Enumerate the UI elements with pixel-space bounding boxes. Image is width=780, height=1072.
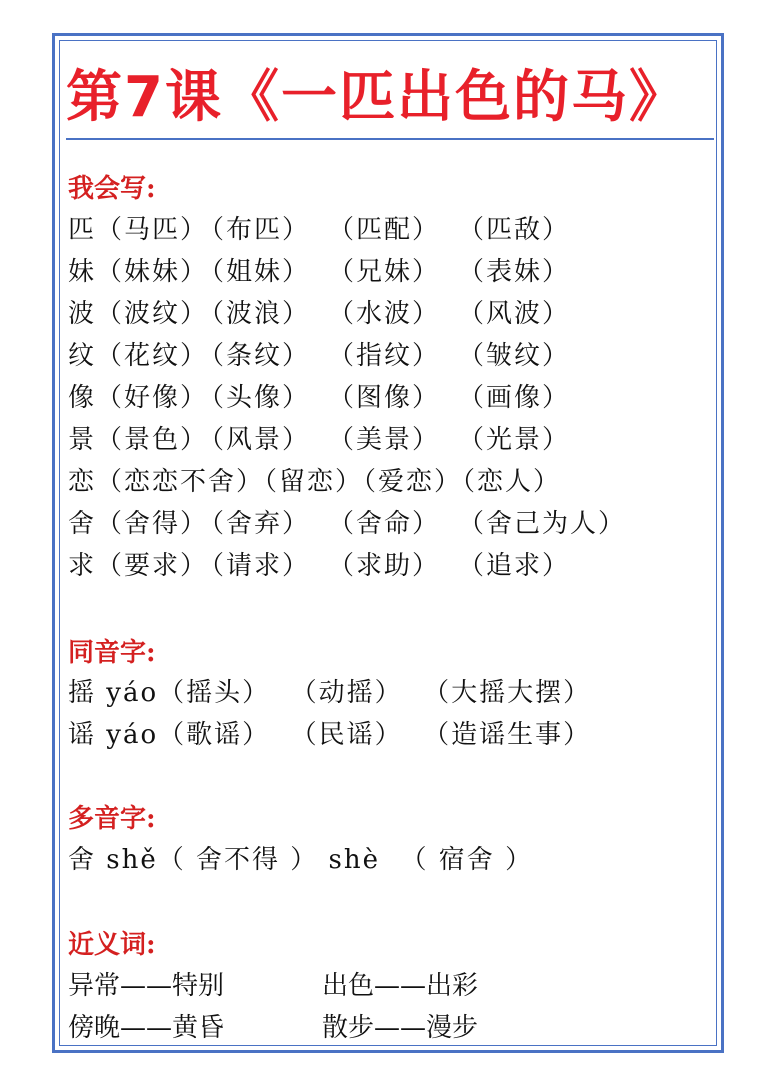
write-cell: （风波） <box>458 299 571 329</box>
write-cell: （画像） <box>458 383 571 413</box>
write-row <box>68 549 570 583</box>
write-cell: （皱纹） <box>458 341 571 371</box>
write-cell: 妹（妹妹） <box>68 257 209 287</box>
write-cell: （图像） <box>328 383 441 413</box>
write-cell: （舍弃） <box>198 509 311 539</box>
write-cell: （风景） <box>198 425 311 455</box>
write-cell: （波浪） <box>198 299 311 329</box>
polyphone-heading: 多音字: <box>68 804 156 834</box>
write-cell: 纹（花纹） <box>68 341 209 371</box>
write-cell: （追求） <box>458 551 571 581</box>
write-cell: （请求） <box>198 551 311 581</box>
write-cell: （指纹） <box>328 341 441 371</box>
write-cell: （兄妹） <box>328 257 441 287</box>
synonym-pair: 异常——特别 <box>68 971 225 1001</box>
synonym-row <box>68 1011 478 1045</box>
write-cell: （姐妹） <box>198 257 311 287</box>
write-row <box>68 339 570 373</box>
write-cell: （表妹） <box>458 257 571 287</box>
write-cell: （头像） <box>198 383 311 413</box>
write-cell: 恋（恋恋不舍）（留恋）（爱恋）（恋人） <box>68 467 562 497</box>
write-cell: 舍（舍得） <box>68 509 209 539</box>
homophone-row: 摇 yáo（摇头） （动摇） （大摇大摆） <box>68 678 592 708</box>
synonym-row <box>68 969 478 1003</box>
write-row <box>68 381 570 415</box>
write-cell: （求助） <box>328 551 441 581</box>
write-cell: 像（好像） <box>68 383 209 413</box>
write-row <box>68 297 570 331</box>
write-cell: （匹敌） <box>458 215 571 245</box>
synonym-pair: 散步——漫步 <box>322 1013 479 1043</box>
synonym-heading: 近义词: <box>68 930 156 960</box>
write-cell: （条纹） <box>198 341 311 371</box>
write-cell: （匹配） <box>328 215 441 245</box>
write-cell: 景（景色） <box>68 425 209 455</box>
write-cell: （美景） <box>328 425 441 455</box>
homophone-heading: 同音字: <box>68 638 156 668</box>
write-cell: （布匹） <box>198 215 311 245</box>
page-title: 第7课《一匹出色的马》 <box>66 65 687 130</box>
write-cell: 波（波纹） <box>68 299 209 329</box>
inner-frame <box>59 40 717 1046</box>
write-cell: （光景） <box>458 425 571 455</box>
synonym-pair: 傍晚——黄昏 <box>68 1013 225 1043</box>
write-cell: 匹（马匹） <box>68 215 209 245</box>
write-row <box>68 213 570 247</box>
write-cell: （舍己为人） <box>458 509 627 539</box>
write-cell: 求（要求） <box>68 551 209 581</box>
title-divider <box>66 138 714 140</box>
write-row <box>68 255 570 289</box>
polyphone-row: 舍 shě（ 舍不得 ） shè （ 宿舍 ） <box>68 845 534 875</box>
synonym-pair: 出色——出彩 <box>322 971 479 1001</box>
write-row <box>68 507 626 541</box>
write-cell: （舍命） <box>328 509 441 539</box>
write-row <box>68 423 570 457</box>
homophone-row: 谣 yáo（歌谣） （民谣） （造谣生事） <box>68 720 592 750</box>
write-cell: （水波） <box>328 299 441 329</box>
write-row <box>68 465 561 499</box>
write-heading: 我会写: <box>68 174 156 204</box>
